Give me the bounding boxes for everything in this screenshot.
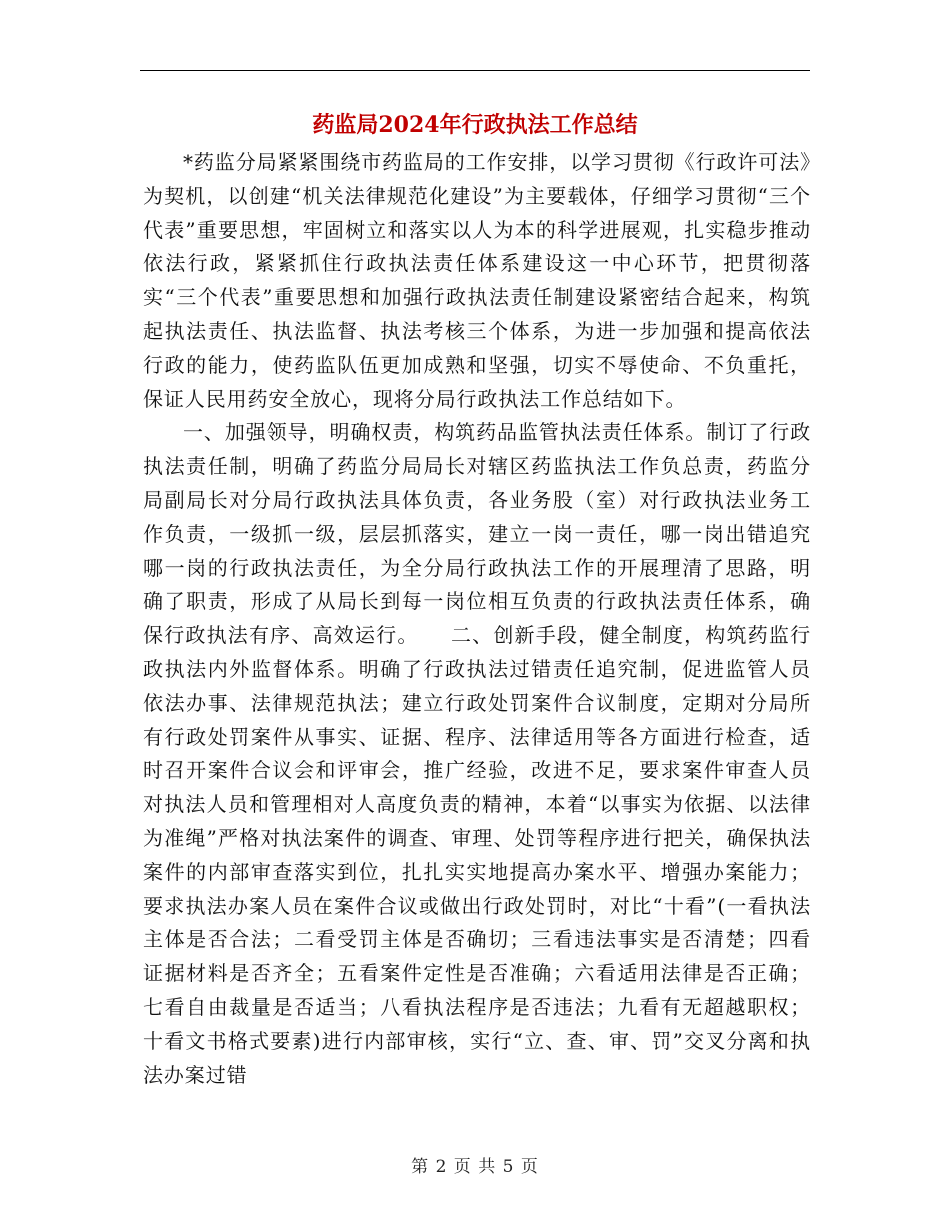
page-number: 第 2 页 共 5 页 — [411, 1157, 539, 1177]
document-title: 药监局2024年行政执法工作总结 — [312, 112, 638, 138]
paragraph-section-1: 一、加强领导，明确权责，构筑药品监管执法责任体系。制订了行政执法责任制，明确了药监分局局长对辖区药监执法工作负总责，药监分局副局长对分局行政执法具体负责，各业务股（室）对行政执法业务工作负责，一级抓一级，层层抓落实，建立一岗一责任，哪一岗出错追究哪一岗的行政执法责任，为全分局行政执法工作的开展理清了思路，明确了职责，形成了从局长到每一岗位相互负责的行政执法责任体系，确保行政执法有序、高效运行。 二、创新手段，健全制度，构筑药监行政执法内外监督体系。明确了行政执法过错责任追究制，促进监管人员依法办事、法律规范执法；建立行政处罚案件合议制度，定期对分局所有行政处罚案件从事实、证据、程序、法律适用等各方面进行检查，适时召开案件合议会和评审会，推广经验，改进不足，要求案件审查人员对执法人员和管理相对人高度负责的精神，本着“以事实为依据、以法律为准绳”严格对执法案件的调查、审理、处罚等程序进行把关，确保执法案件的内部审查落实到位，扎扎实实地提高办案水平、增强办案能力；要求执法办案人员在案件合议或做出行政处罚时，对比“十看”(一看执法主体是否合法；二看受罚主体是否确切；三看违法事实是否清楚；四看证据材料是否齐全；五看案件定性是否准确；六看适用法律是否正确；七看自由裁量是否适当；八看执法程序是否违法；九看有无超越职权；十看文书格式要素)进行内部审核，实行“立、查、审、罚”交叉分离和执法办案过错 — [143, 420, 811, 1087]
header-rule — [140, 70, 810, 71]
document-body — [143, 146, 811, 1092]
paragraph-intro: *药监分局紧紧围绕市药监局的工作安排，以学习贯彻《行政许可法》为契机，以创建“机关法律规范化建设”为主要载体，仔细学习贯彻“三个代表”重要思想，牢固树立和落实以人为本的科学进展观，扎实稳步推动依法行政，紧紧抓住行政执法责任体系建设这一中心环节，把贯彻落实“三个代表”重要思想和加强行政执法责任制建设紧密结合起来，构筑起执法责任、执法监督、执法考核三个体系，为进一步加强和提高依法行政的能力，使药监队伍更加成熟和坚强，切实不辱使命、不负重托，保证人民用药安全放心，现将分局行政执法工作总结如下。 — [143, 150, 811, 411]
